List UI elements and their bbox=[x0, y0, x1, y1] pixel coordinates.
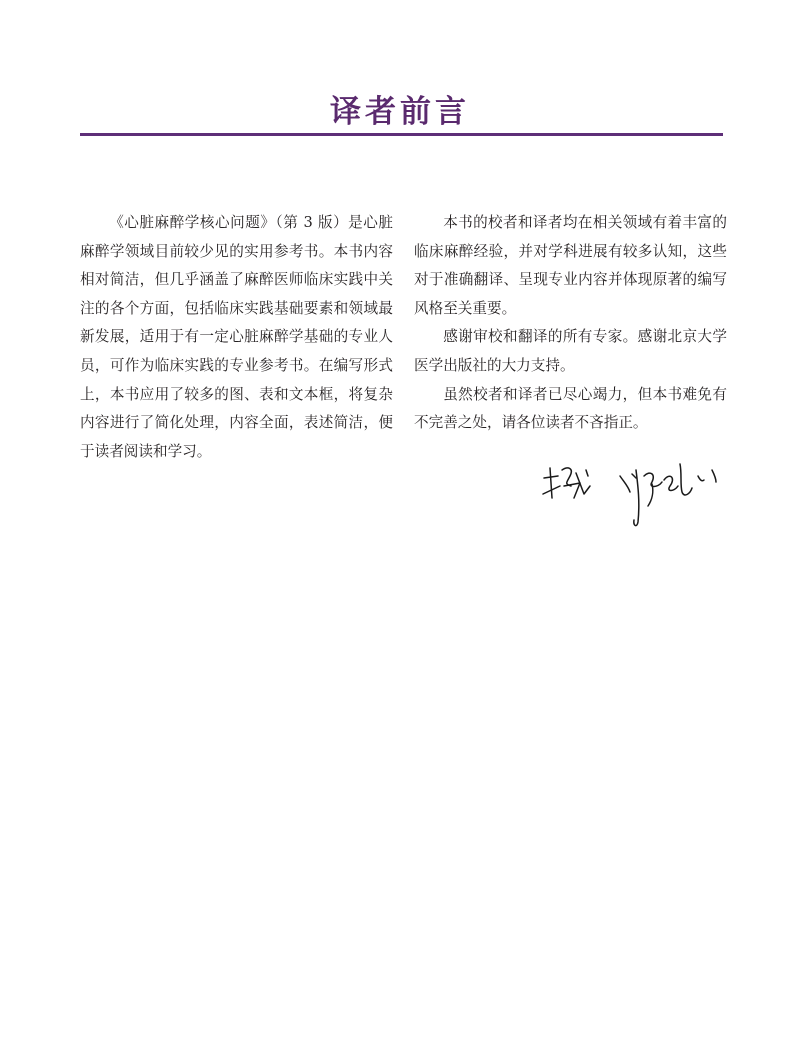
handwritten-signature-icon bbox=[540, 456, 730, 536]
right-paragraph-3: 虽然校者和译者已尽心竭力，但本书难免有不完善之处，请各位读者不吝指正。 bbox=[414, 385, 727, 432]
right-paragraph-2: 感谢审校和翻译的所有专家。感谢北京大学医学出版社的大力支持。 bbox=[414, 328, 727, 374]
left-paragraph-1: 《心脏麻醉学核心问题》（第 3 版）是心脏麻醉学领域目前较少见的实用参考书。本书内容相对简洁，但几乎涵盖了麻醉医师临床实践中关注的各个方面，包括临床实践基础要素和领域最新发展，适用于有一定心脏麻醉学基础的专业人员，可作为临床实践的专业参考书。在编写形式上，本书应用了较多的图、表和文本框，将复杂内容进行了简化处理，内容全面，表述简洁，便于读者阅读和学习。 bbox=[80, 214, 393, 460]
left-column bbox=[80, 209, 393, 466]
page-title: 译者前言 bbox=[330, 94, 470, 130]
right-column bbox=[414, 209, 727, 438]
right-paragraph-1: 本书的校者和译者均在相关领域有着丰富的临床麻醉经验，并对学科进展有较多认知，这些对于准确翻译、呈现专业内容并体现原著的编写风格至关重要。 bbox=[414, 214, 727, 317]
title-underline bbox=[80, 133, 723, 136]
